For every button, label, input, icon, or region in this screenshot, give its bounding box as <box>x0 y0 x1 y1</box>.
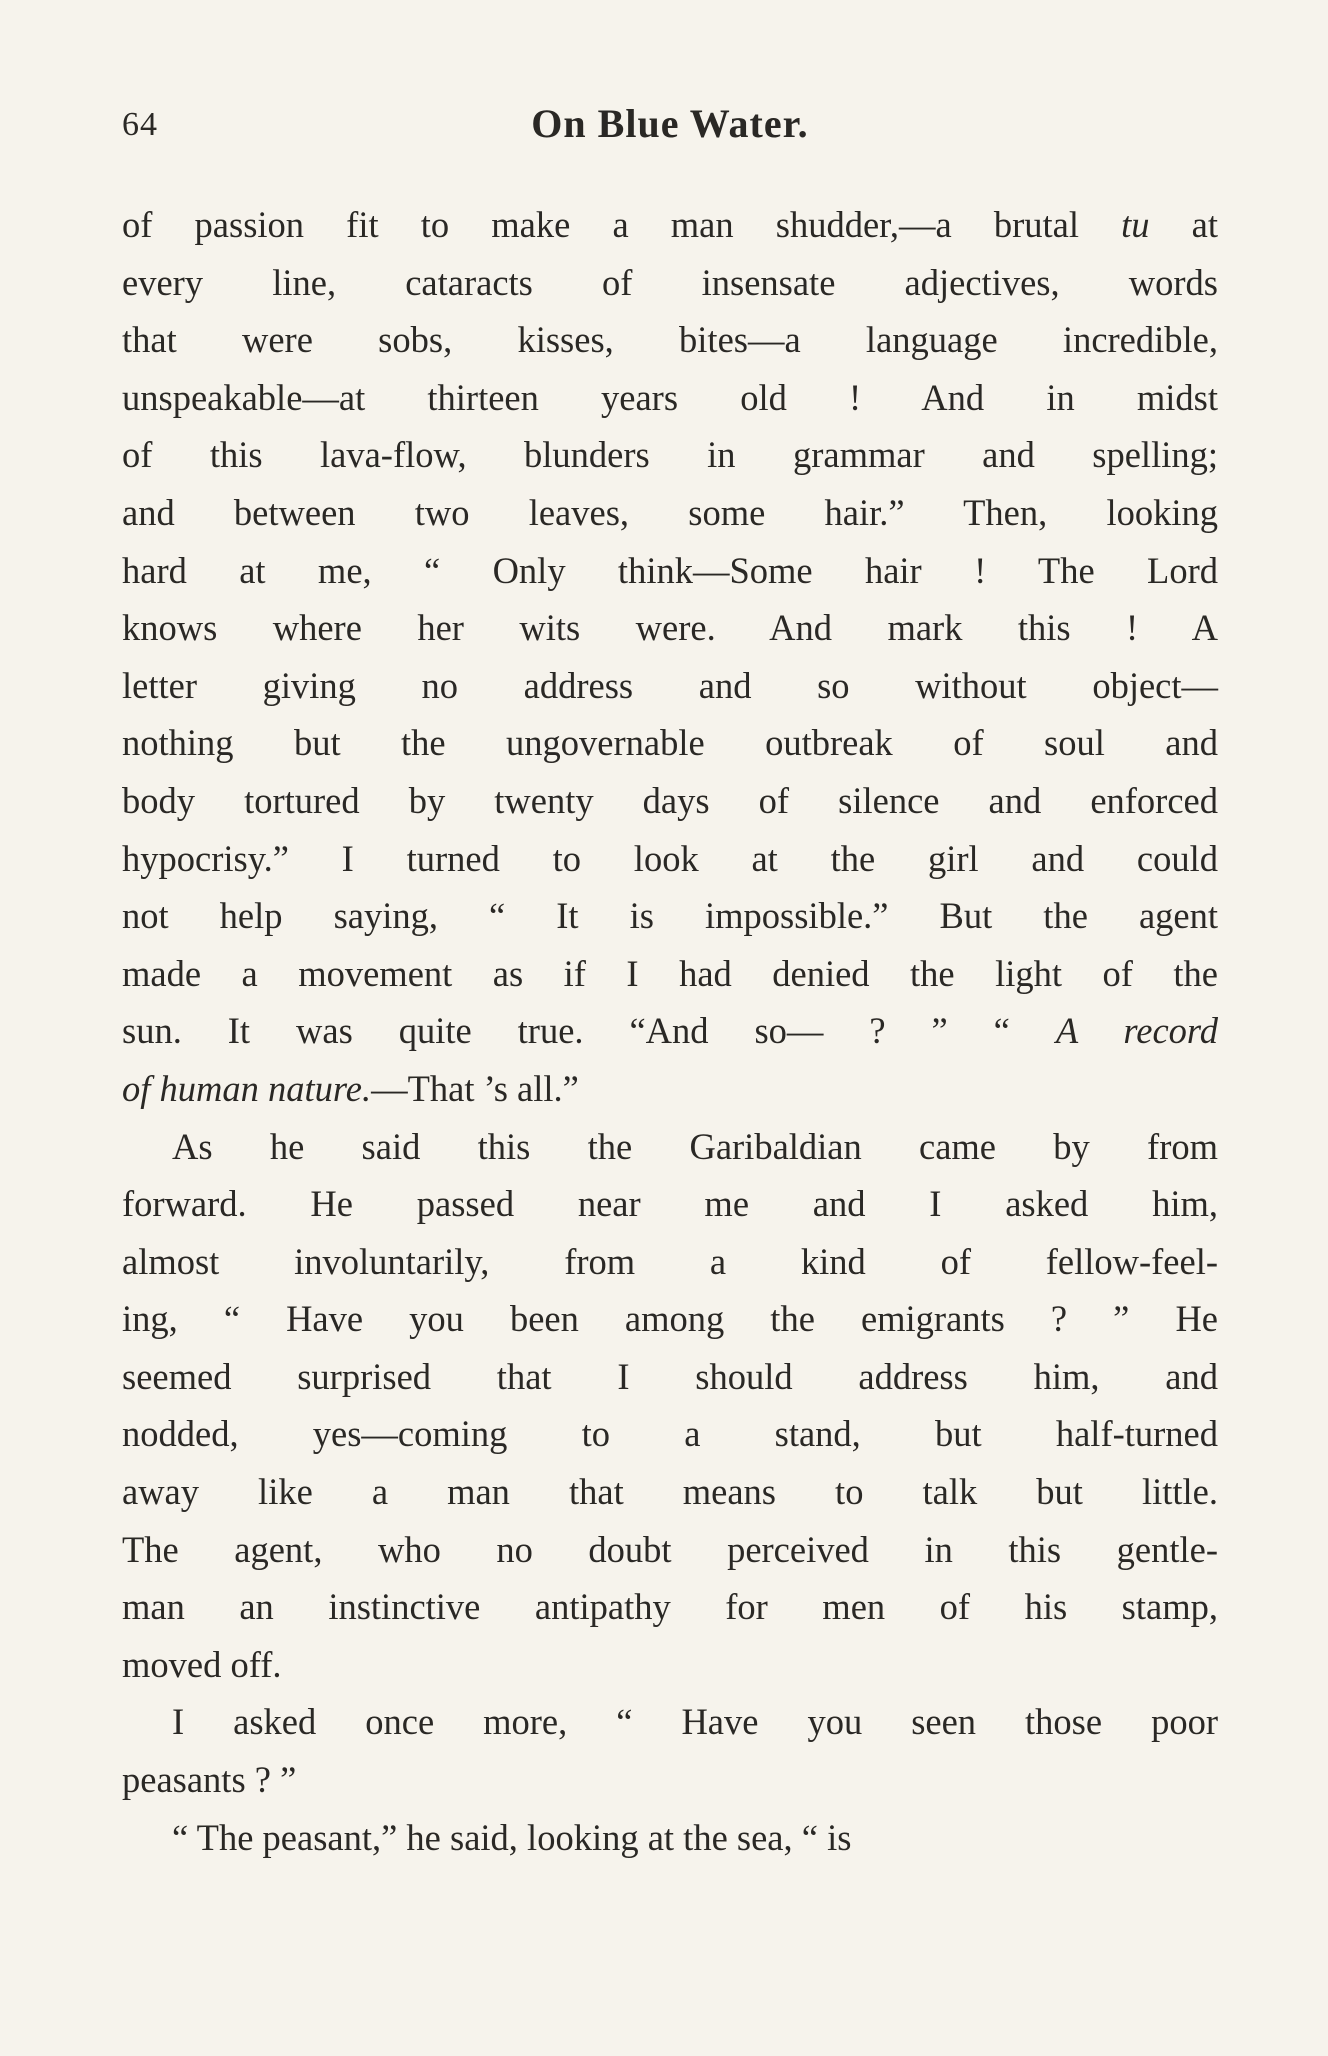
page-number: 64 <box>122 106 158 143</box>
text-line: moved off. <box>122 1643 282 1685</box>
text-line: almost involuntarily, from a kind of fellow-feel- <box>122 1240 1218 1282</box>
body-text <box>122 196 1218 1866</box>
italic-text: A record <box>1055 1010 1218 1052</box>
text-line: knows where her wits were. And mark this ! A <box>122 607 1218 649</box>
paragraph <box>122 1118 1218 1694</box>
text-line: that were sobs, kisses, bites—a language incredible, <box>122 319 1218 361</box>
text-line: of passion fit to make a man shudder,—a brutal tu at <box>122 204 1218 245</box>
text-line: every line, cataracts of insensate adjectives, words <box>122 261 1218 303</box>
text-line: of human nature.—That ’s all.” <box>122 1067 579 1109</box>
text-line: letter giving no address and so without object— <box>122 664 1218 706</box>
text-line: and between two leaves, some hair.” Then, looking <box>122 491 1218 533</box>
text-line: man an instinctive antipathy for men of his stamp, <box>122 1586 1218 1628</box>
paragraph <box>122 1809 1218 1867</box>
text-line: body tortured by twenty days of silence and enforced <box>122 779 1218 821</box>
text-line: I asked once more, “ Have you seen those poor <box>172 1701 1218 1743</box>
text-line: hard at me, “ Only think—Some hair ! The Lord <box>122 549 1218 591</box>
text-line: forward. He passed near me and I asked him, <box>122 1183 1218 1225</box>
text-line: ing, “ Have you been among the emigrants ? ” He <box>122 1298 1218 1340</box>
text-line: seemed surprised that I should address him, and <box>122 1355 1218 1397</box>
text-line: “ The peasant,” he said, looking at the sea, “ is <box>172 1816 852 1858</box>
text-line: sun. It was quite true. “And so— ? ” “ A record <box>122 1010 1218 1052</box>
text-line: hypocrisy.” I turned to look at the girl and could <box>122 837 1218 879</box>
text-line: away like a man that means to talk but little. <box>122 1471 1218 1513</box>
text-line: The agent, who no doubt perceived in this gentle- <box>122 1528 1218 1570</box>
page-header <box>122 100 1218 160</box>
text-line: not help saying, “ It is impossible.” But the agent <box>122 895 1218 937</box>
text-line: nodded, yes—coming to a stand, but half-turned <box>122 1413 1218 1455</box>
italic-text: tu <box>1121 204 1150 245</box>
text-line: of this lava-flow, blunders in grammar and spelling; <box>122 434 1218 476</box>
text-line: unspeakable—at thirteen years old ! And in midst <box>122 376 1218 418</box>
running-title: On Blue Water. <box>531 101 809 146</box>
text-line: peasants ? ” <box>122 1759 297 1801</box>
italic-text: of human nature. <box>122 1067 372 1109</box>
text-line: As he said this the Garibaldian came by from <box>172 1125 1218 1167</box>
paragraph <box>122 1693 1218 1808</box>
paragraph <box>122 196 1218 1118</box>
text-line: nothing but the ungovernable outbreak of soul and <box>122 722 1218 764</box>
text-line: made a movement as if I had denied the light of the <box>122 952 1218 994</box>
